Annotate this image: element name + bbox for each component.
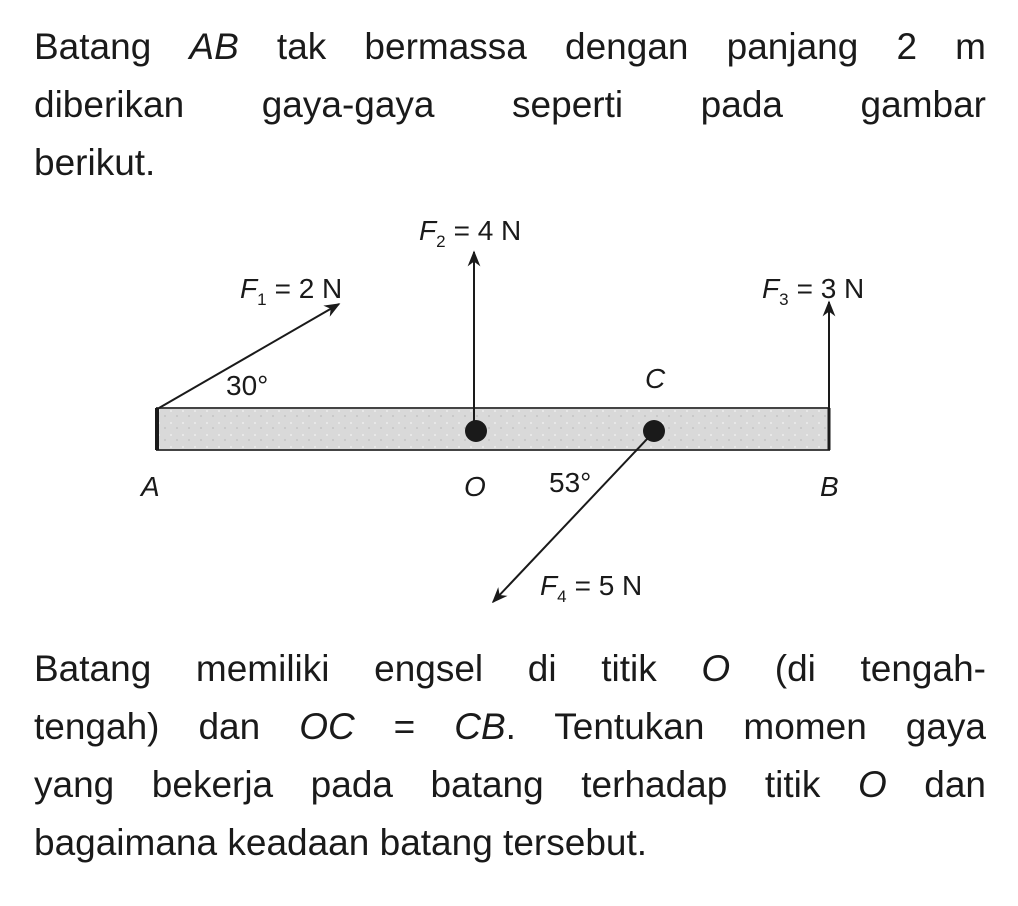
question-line-4: bagaimana keadaan batang tersebut. <box>34 822 648 863</box>
point-a-label: A <box>141 471 160 502</box>
segment-ref: CB <box>454 706 506 747</box>
point-ref: O <box>701 648 731 689</box>
question-line-3 <box>34 756 986 814</box>
force-f3-label: $F_3 = 3$ N <box>762 273 865 309</box>
point-b-label: B <box>820 471 839 502</box>
text-segment: tengah) dan <box>34 706 300 747</box>
question-line-2 <box>34 698 986 756</box>
text-segment: (di tengah- <box>730 648 986 689</box>
question-line-1 <box>34 640 986 698</box>
text-segment: tak bermassa dengan panjang 2 m <box>238 26 986 67</box>
point-o-label: O <box>464 471 486 502</box>
point-c-label: C <box>645 363 666 394</box>
question-paragraph <box>34 640 986 872</box>
rod-ab <box>157 408 829 450</box>
point-ref: O <box>857 764 887 805</box>
text-segment: Batang <box>34 26 190 67</box>
hinge-o <box>465 420 487 442</box>
segment-ref: OC <box>299 706 355 747</box>
force-f4-label: $F_4 = 5$ N <box>540 570 643 606</box>
intro-line-3: berikut. <box>34 142 156 183</box>
text-segment: Batang memiliki engsel di titik <box>34 648 702 689</box>
text-segment: . Tentukan momen gaya <box>505 706 986 747</box>
force-f2-label: $F_2 = 4$ N <box>419 215 522 251</box>
text-segment: yang bekerja pada batang terhadap titik <box>34 764 858 805</box>
text-segment: = <box>354 706 455 747</box>
text-segment: dan <box>886 764 987 805</box>
force-f1-label: $F_1 = 2$ N <box>240 273 343 309</box>
rod-name: AB <box>189 26 239 67</box>
angle-30-label: 30° <box>226 370 269 401</box>
intro-line-2: diberikan gaya-gaya seperti pada gambar <box>34 84 986 125</box>
angle-53-label: 53° <box>549 467 592 498</box>
